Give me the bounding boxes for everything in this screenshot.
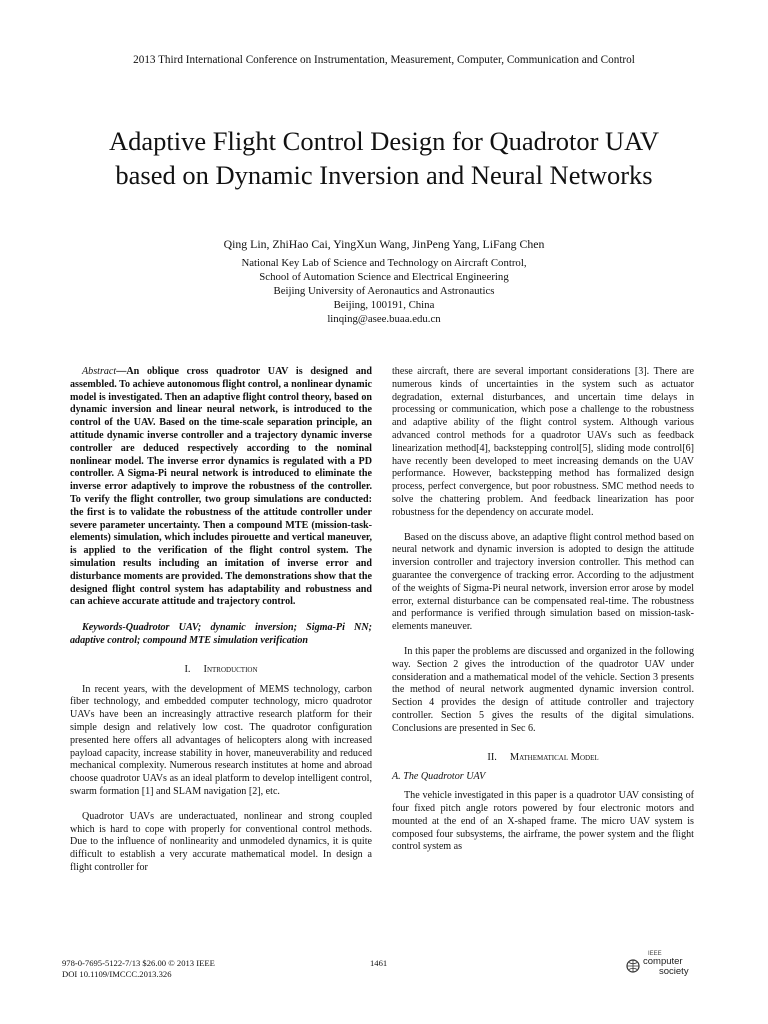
section-number: I. bbox=[184, 663, 191, 675]
abstract bbox=[70, 366, 372, 609]
affiliation-line: Beijing, 100191, China bbox=[333, 299, 435, 311]
right-column bbox=[392, 366, 694, 854]
logo-wordmark bbox=[643, 957, 689, 976]
intro-paragraph-1: In recent years, with the development of MEMS technology, carbon fiber technology, and embedded computer technology, micro quadrotor UAVs have been an increasingly attractive research platform for their simple design and relatively low cost. The quadrotor configuration presented here offers all advantages of helicopters along with increased payload capacity, increase stability in hover, maneuverability and reduced mechanical complexity. Numerous research institutes at home and abroad choose quadrotor UAVs as an ideal platform to develop intelligent control, swarm formation [1] and SLAM navigation [2], etc. bbox=[70, 683, 372, 797]
keywords: Keywords-Quadrotor UAV; dynamic inversion; Sigma-Pi NN; adaptive control; compound MTE simulation verification bbox=[70, 622, 372, 646]
abstract-text: —An oblique cross quadrotor UAV is designed and assembled. To achieve autonomous flight control, a nonlinear dynamic model is investigated. Then an adaptive flight control theory, based on dynamic inversion and linear neural network, is introduced to the control of the UAV. Based on the time-scale separation principle, an attitude dynamic inverse controller and a trajectory dynamic inverse controller are deduced respectively according to the nominal nonlinear model. The inverse error dynamics is regulated with a PD controller. A Sigma-Pi neural network is introduced to eliminate the inverse error adaptively to improve the robustness of the controller. To verify the flight controller, two group simulations are conducted: the first is to validate the robustness of the attitude controller under severe parameter uncertainty. Then a compound MTE (mission-task-elements) simulation, which includes pirouette and vertical maneuver, is applied to the verification of the flight control system. The simulation results including an imitation of inverse error and disturbance moments are provided. The demonstrations show that the designed flight control system has adaptability and robustness and can achieve accurate attitude and trajectory control. bbox=[70, 366, 372, 608]
isbn-line: 978-0-7695-5122-7/13 $26.00 © 2013 IEEE bbox=[62, 958, 215, 968]
affiliation-line: Beijing University of Aeronautics and Astronautics bbox=[273, 285, 495, 297]
section-title: Introduction bbox=[203, 663, 258, 675]
logo-ieee-text: IEEE bbox=[648, 951, 662, 957]
intro-paragraph-2: Quadrotor UAVs are underactuated, nonlinear and strong coupled which is hard to cope with properly for conventional control methods. Due to the influence of nonlinearity and unmodeled dynamics, it is quite difficult to establish a very accurate mathematical model. In design a flight controller for bbox=[70, 810, 372, 873]
title-line-1: Adaptive Flight Control Design for Quadrotor UAV bbox=[108, 126, 660, 156]
globe-icon bbox=[626, 959, 640, 973]
body-paragraph-1: these aircraft, there are several important considerations [3]. There are numerous kinds of uncertainties in the system such as actuator degradation, external disturbances, and uncertain time delays in processing or communication, which pose a challenge to the robustness and adaptive ability of the flight control system. Although various advanced control methods for a quadrotor UAVs such as feedback linearization method[4], backstepping control[5], sliding mode control[6] have recently been developed to meet increasing demands on the UAV performance. However, backstepping method has formalized design process, perfect convergence, but poor robustness. SMC method needs to solve the chattering problem. And feedback linearization has poor robustness for the dependency on accurate model. bbox=[392, 366, 694, 518]
affiliation-line: School of Automation Science and Electrical Engineering bbox=[259, 271, 509, 283]
body-paragraph-2: Based on the discuss above, an adaptive flight control method based on neural network and dynamic inversion is adopted to design the attitude inversion controller and trajectory inversion controller. This method can guarantee the convergence of tracking error. According to the adjustment of the weights of Sigma-Pi neural network, inversion error arose by model error, external disturbance can be compensated real-time. The robustness and performance is verified through simulation based on mission-task-elements maneuver. bbox=[392, 531, 694, 633]
affiliation-line: National Key Lab of Science and Technology on Aircraft Control, bbox=[241, 257, 527, 269]
title-line-2: based on Dynamic Inversion and Neural Networks bbox=[115, 160, 653, 190]
page-number: 1461 bbox=[370, 958, 388, 968]
logo-line-2: society bbox=[659, 965, 689, 977]
subsection-heading: A. The Quadrotor UAV bbox=[392, 771, 486, 783]
author-email[interactable]: linqing@asee.buaa.edu.cn bbox=[327, 313, 441, 325]
logo-line-1: computer bbox=[643, 956, 683, 967]
body-paragraph-3: In this paper the problems are discussed and organized in the following way. Section 2 gives the introduction of the quadrotor UAV under consideration and a mathematical model of the vehicle. Section 3 presents the method of neural network augmented dynamic inversion control. Section 4 provides the design of attitude controller and trajectory controller. Section 5 gives the results of the digital simulations. Conclusions are presented in Sec 6. bbox=[392, 645, 694, 734]
conference-header: 2013 Third International Conference on Instrumentation, Measurement, Computer, Communication and Control bbox=[133, 54, 635, 66]
ieee-computer-society-logo bbox=[626, 951, 704, 979]
left-column bbox=[70, 366, 372, 875]
section-number: II. bbox=[487, 751, 497, 763]
doi-line[interactable]: DOI 10.1109/IMCCC.2013.326 bbox=[62, 969, 172, 980]
affiliation-block bbox=[0, 256, 768, 326]
model-paragraph-1: The vehicle investigated in this paper is a quadrotor UAV consisting of four fixed pitch angle rotors powered by four electronic motors and mounted at the end of an X-shaped frame. The micro UAV system is composed four subsystems, the airframe, the power system and the flight control system as bbox=[392, 790, 694, 853]
section-title: Mathematical Model bbox=[509, 751, 599, 763]
author-list: Qing Lin, ZhiHao Cai, YingXun Wang, JinPeng Yang, LiFang Chen bbox=[223, 237, 545, 251]
copyright-footer bbox=[62, 958, 215, 981]
abstract-label: Abstract bbox=[82, 366, 117, 377]
paper-title bbox=[40, 124, 728, 192]
section-heading-mathematical-model bbox=[392, 752, 694, 765]
section-heading-introduction bbox=[70, 664, 372, 677]
